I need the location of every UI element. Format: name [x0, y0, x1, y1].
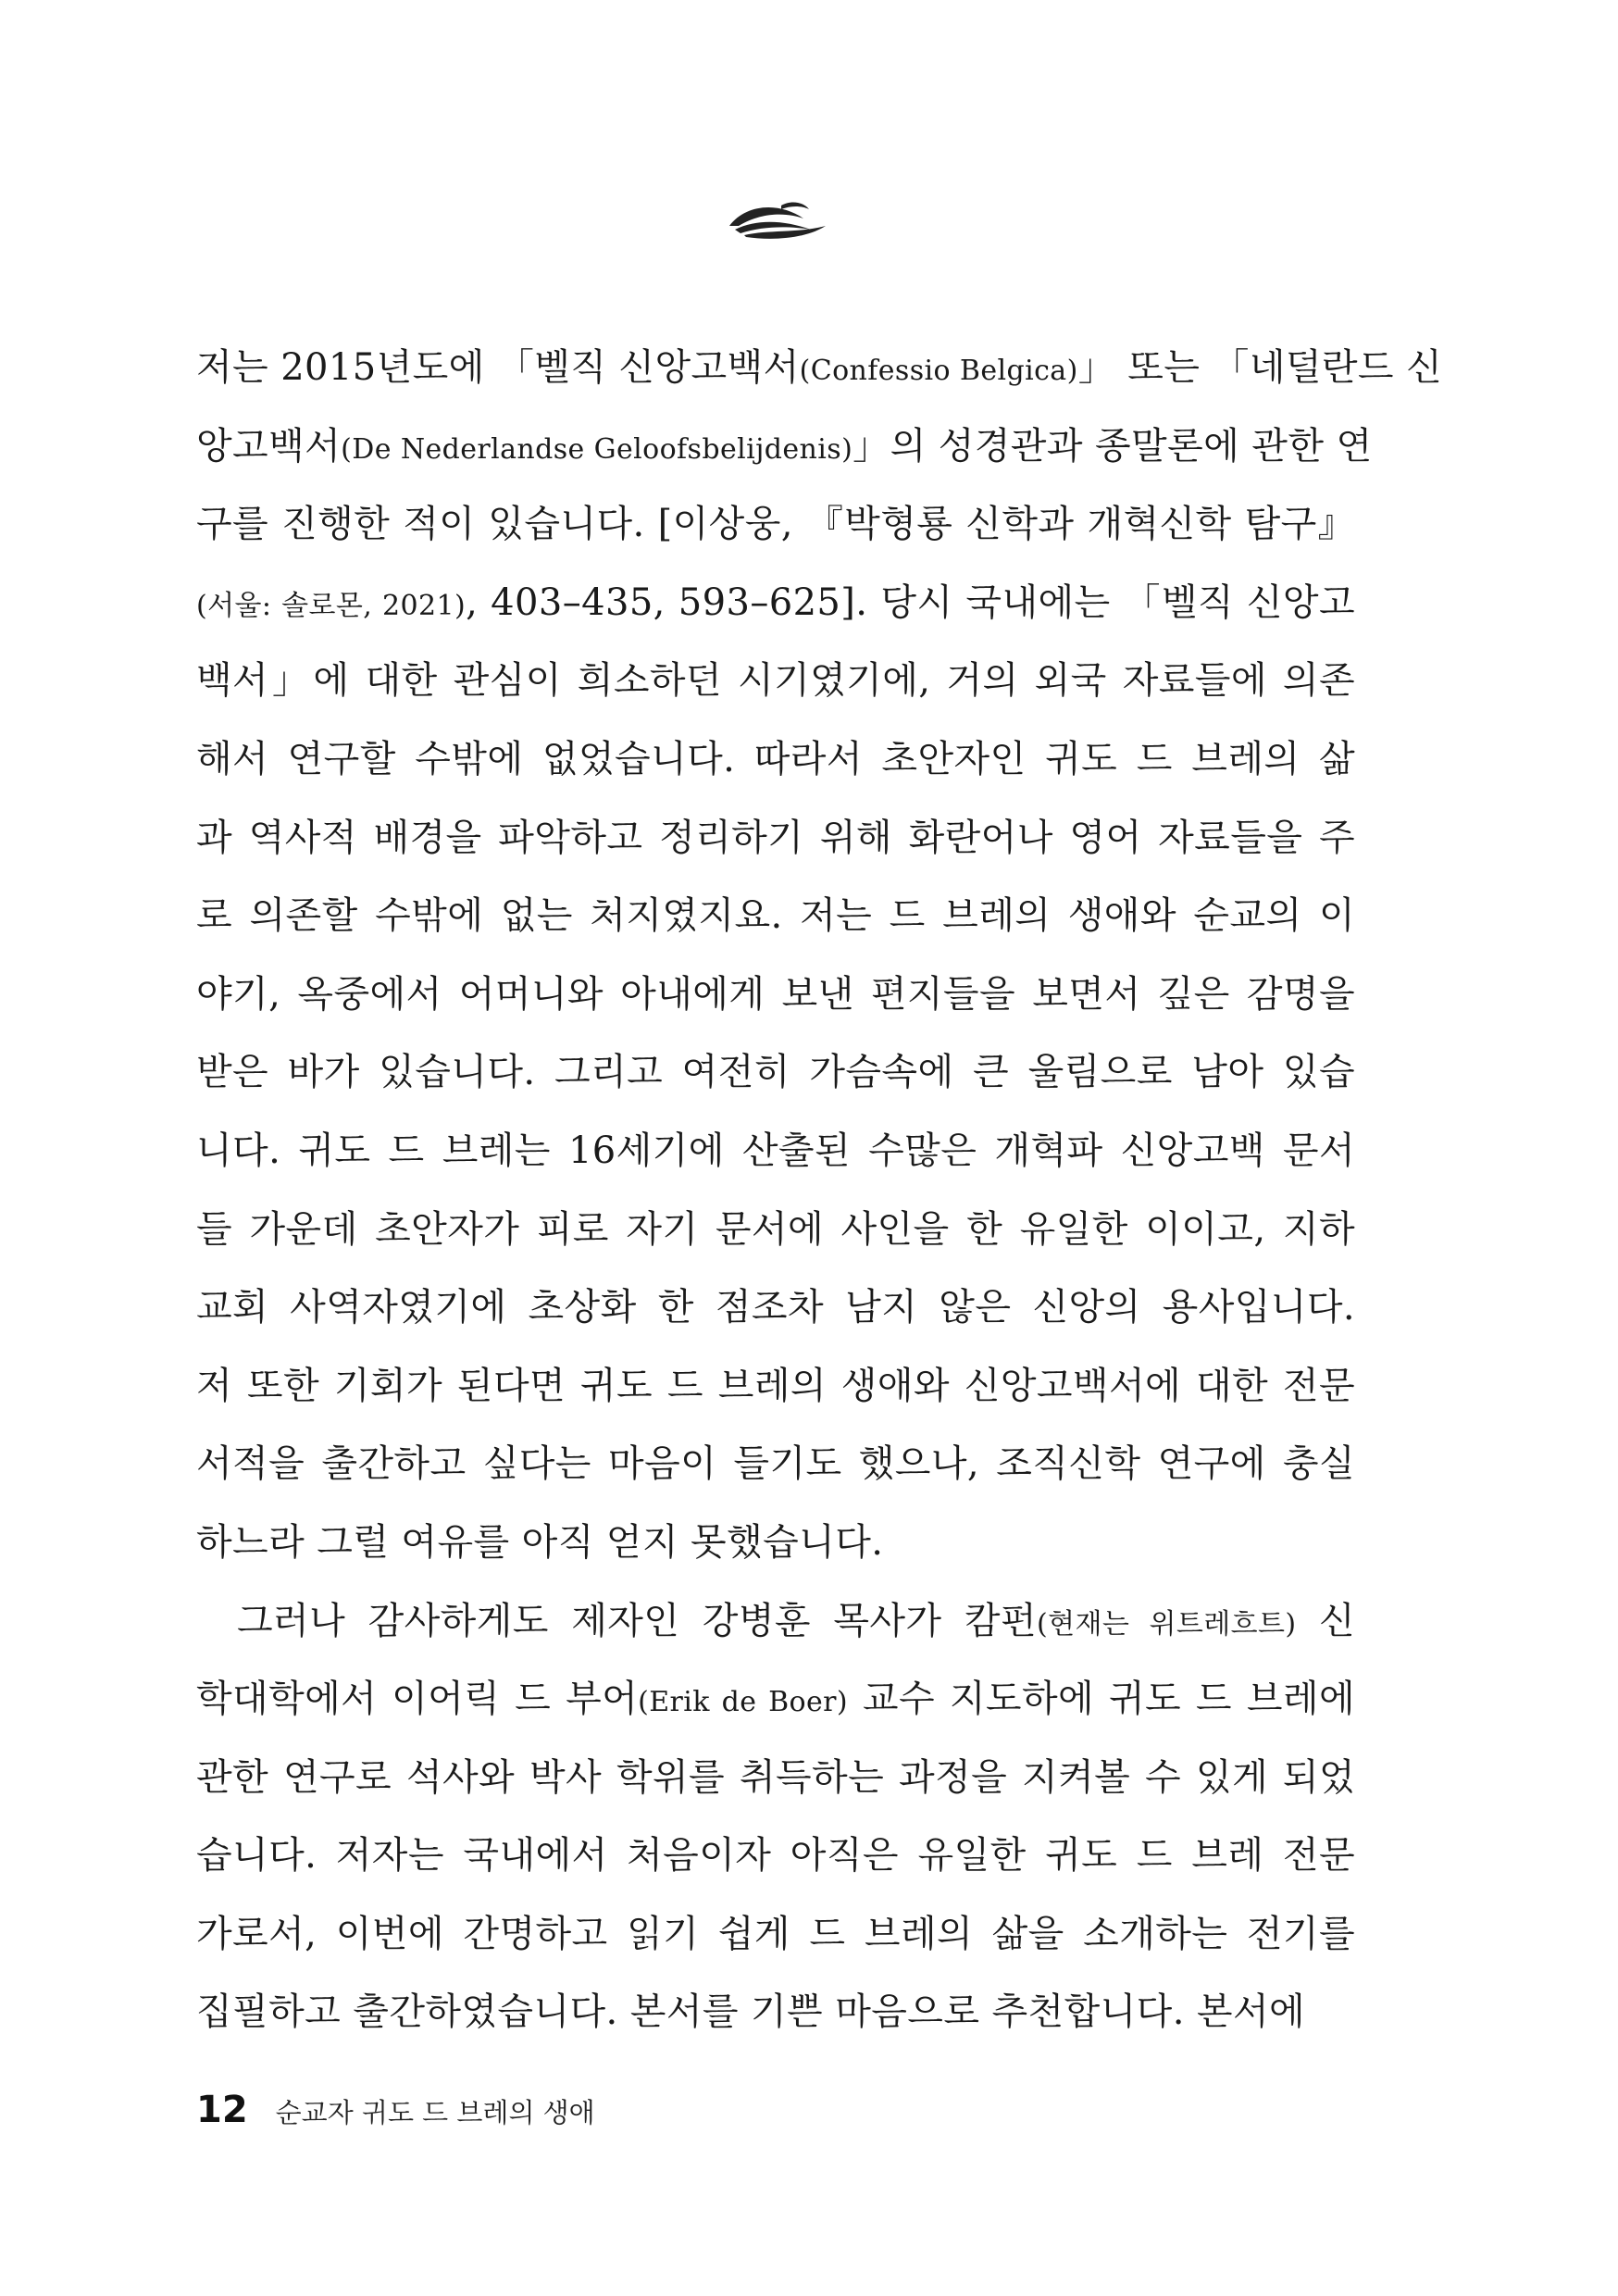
- text-line: [196, 1895, 1355, 1974]
- text-line: [196, 1816, 1355, 1895]
- inline-annotation: (Erik de Boer): [638, 1686, 848, 1719]
- text-segment: 야기, 옥중에서 어머니와 아내에게 보낸 편지들을 보면서 깊은 감명을: [196, 972, 1355, 1016]
- text-line: [196, 1191, 1355, 1269]
- text-segment: 」 또는 「네덜란드 신: [1077, 346, 1443, 389]
- text-segment: 백서」에 대한 관심이 희소하던 시기였기에, 거의 외국 자료들에 의존: [196, 659, 1355, 703]
- text-line: [196, 720, 1355, 799]
- body-text: [196, 329, 1443, 2052]
- text-segment: 관한 연구로 석사와 박사 학위를 취득하는 과정을 지켜볼 수 있게 되었: [196, 1755, 1355, 1799]
- paragraph: [196, 329, 1443, 1582]
- text-segment: 가로서, 이번에 간명하고 읽기 쉽게 드 브레의 삶을 소개하는 전기를: [196, 1912, 1355, 1955]
- text-segment: 구를 진행한 적이 있습니다. [이상웅, 『박형룡 신학과 개혁신학 탐구』: [196, 503, 1355, 546]
- inline-annotation: (현재는 위트레흐트): [1037, 1607, 1297, 1641]
- text-segment: 습니다. 저자는 국내에서 처음이자 아직은 유일한 귀도 드 브레 전문: [196, 1834, 1355, 1878]
- text-segment: 그러나 감사하게도 제자인 강병훈 목사가 캄펀: [237, 1599, 1037, 1642]
- page-footer: [196, 2089, 595, 2133]
- text-segment: 과 역사적 배경을 파악하고 정리하기 위해 화란어나 영어 자료들을 주: [196, 816, 1355, 859]
- text-segment: 교수 지도하에 귀도 드 브레에: [848, 1678, 1355, 1721]
- text-line: [196, 955, 1355, 1034]
- text-line: [196, 564, 1355, 643]
- text-line: [196, 1268, 1355, 1347]
- page-number: 12: [196, 2089, 248, 2131]
- text-segment: 앙고백서: [196, 424, 342, 468]
- text-line: [196, 799, 1355, 878]
- text-line: [196, 329, 1443, 407]
- text-line: [196, 407, 1373, 486]
- text-segment: 받은 바가 있습니다. 그리고 여전히 가슴속에 큰 울림으로 남아 있습: [196, 1051, 1355, 1094]
- text-segment: 하느라 그럴 여유를 아직 얻지 못했습니다.: [196, 1520, 884, 1564]
- text-line: [196, 877, 1355, 955]
- text-line: [196, 1504, 1355, 1582]
- text-segment: 저는 2015년도에 「벨직 신앙고백서: [196, 346, 800, 389]
- text-line: [196, 1112, 1355, 1191]
- text-line: [196, 1347, 1355, 1426]
- text-segment: 학대학에서 이어릭 드 부어: [196, 1678, 639, 1721]
- text-segment: , 403–435, 593–625]. 당시 국내에는 「벨직 신앙고: [466, 580, 1355, 624]
- text-segment: 니다. 귀도 드 브레는 16세기에 산출된 수많은 개혁파 신앙고백 문서: [196, 1129, 1355, 1172]
- text-line: [196, 1033, 1355, 1112]
- leaf-swirl-ornament-icon: [726, 198, 829, 244]
- text-segment: 신: [1296, 1599, 1356, 1642]
- text-line: [196, 1425, 1355, 1504]
- inline-annotation: (De Nederlandse Geloofsbelijdenis): [341, 432, 853, 466]
- text-line: [196, 1660, 1355, 1739]
- text-line: [196, 1973, 1355, 2052]
- inline-annotation: (서울: 솔로몬, 2021): [196, 589, 467, 622]
- paragraph: [196, 1582, 1355, 2053]
- text-line: [196, 1582, 1355, 1661]
- text-segment: 해서 연구할 수밖에 없었습니다. 따라서 초안자인 귀도 드 브레의 삶: [196, 737, 1355, 780]
- inline-annotation: (Confessio Belgica): [799, 355, 1078, 387]
- text-segment: 저 또한 기회가 된다면 귀도 드 브레의 생애와 신앙고백서에 대한 전문: [196, 1364, 1355, 1407]
- text-segment: 서적을 출간하고 싶다는 마음이 들기도 했으나, 조직신학 연구에 충실: [196, 1442, 1355, 1486]
- text-segment: 」의 성경관과 종말론에 관한 연: [853, 424, 1373, 468]
- running-title: 순교자 귀도 드 브레의 생애: [275, 2097, 595, 2128]
- text-line: [196, 642, 1355, 720]
- text-segment: 집필하고 출간하였습니다. 본서를 기쁜 마음으로 추천합니다. 본서에: [196, 1990, 1306, 2034]
- text-segment: 들 가운데 초안자가 피로 자기 문서에 사인을 한 유일한 이이고, 지하: [196, 1207, 1355, 1251]
- text-segment: 로 의존할 수밖에 없는 처지였지요. 저는 드 브레의 생애와 순교의 이: [196, 894, 1355, 938]
- text-line: [196, 1739, 1355, 1817]
- text-segment: 교회 사역자였기에 초상화 한 점조차 남지 않은 신앙의 용사입니다.: [196, 1286, 1355, 1329]
- text-line: [196, 485, 1355, 564]
